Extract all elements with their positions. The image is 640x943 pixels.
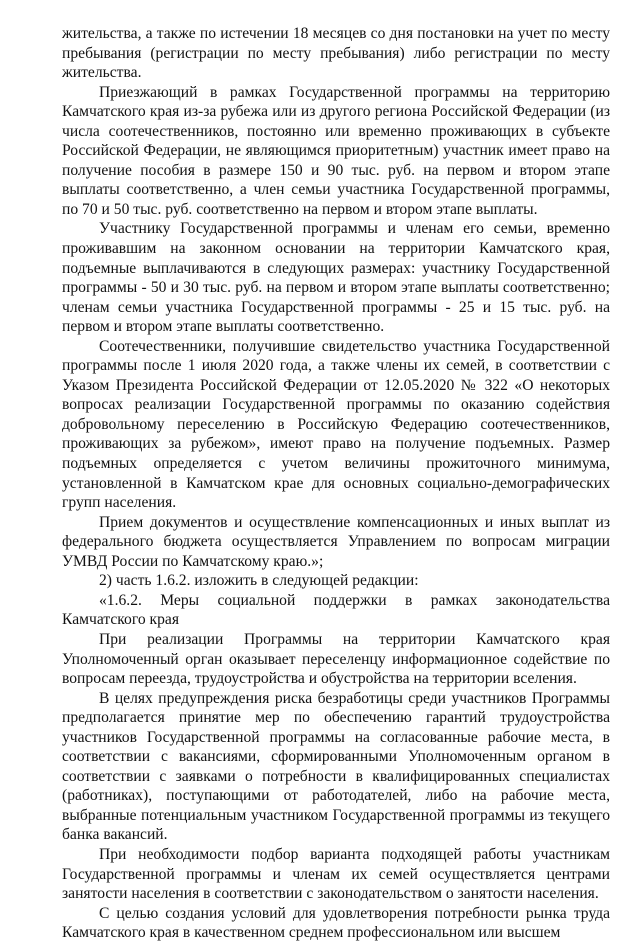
paragraph-part-amendment: 2) часть 1.6.2. изложить в следующей редакции: [99,572,419,590]
paragraph-temporary-residents: Участнику Государственной программы и членам его семьи, временно проживавшим на законном основании на территории Камчатского края, подъемные выплачиваются в следующих размерах: участнику Государственной программы - 50 и 30 тыс. руб. на первом и втором этапе выплаты соответственно; членам семьи участника Государственной программы - 25 и 15 тыс. руб. на первом и втором этапе выплаты соответственно. [62,220,610,336]
paragraph-unemployment-prevention: В целях предупреждения риска безработицы среди участников Программы предполагается принятие мер по обеспечению гарантий трудоустройства участников Государственной программы на согласованные рабочие места, в соответствии с вакансиями, сформированными Уполномоченным органом в соответствии с заявками о потребности в квалифицированных специалистах (работниках), поступающими от работодателей, либо на рабочие места, выбранные потенциальным участником Государственной программы из текущего банка вакансий. [62,689,610,844]
paragraph-arriving-participant: Приезжающий в рамках Государственной программы на территорию Камчатского края из-за рубежа или из другого региона Российской Федерации (из числа соотечественников, постоянно или временно проживающих в субъекте Российской Федерации, не являющимся приоритетным) участник имеет право на получение пособия в размере 150 и 90 тыс. руб. на первом и втором этапе выплаты соответственно, а член семьи участника Государственной программы, по 70 и 50 тыс. руб. соответственно на первом и втором этапе выплаты. [62,83,610,218]
section-heading-1-6-2: «1.6.2. Меры социальной поддержки в рамках законодательства Камчатского края [62,591,610,629]
paragraph-job-matching: При необходимости подбор варианта подходящей работы участникам Государственной программы и членам их семей осуществляется центрами занятости населения в соответствии с законодательством о занятости населения. [62,845,610,903]
document-body [62,24,610,943]
paragraph-information-support: При реализации Программы на территории Камчатского края Уполномоченный орган оказывает переселенцу информационное содействие по вопросам переезда, трудоустройства и обустройства на территории вселения. [62,630,610,688]
paragraph-compensation-payments: Прием документов и осуществление компенсационных и иных выплат из федерального бюджета осуществляется Управлением по вопросам миграции УМВД России по Камчатскому краю.»; [62,513,610,570]
paragraph-residence-end: жительства, а также по истечении 18 месяцев со дня постановки на учет по месту пребывания (регистрации по месту пребывания) либо регистрации по месту жительства. [62,25,610,82]
paragraph-labor-market: С целью создания условий для удовлетворения потребности рынка труда Камчатского края в качественном среднем профессиональном или высшем [62,904,610,942]
paragraph-compatriots-2020: Соотечественники, получившие свидетельство участника Государственной программы после 1 июля 2020 года, а также члены их семей, в соответствии с Указом Президента Российской Федерации от 12.05.2020 № 322 «О некоторых вопросах реализации Государственной программы по оказанию содействия добровольному переселению в Российскую Федерацию соотечественников, проживающих за рубежом», имеют право на получение подъемных. Размер подъемных определяется с учетом величины прожиточного минимума, установленной в Камчатском крае для основных социально-демографических групп населения. [62,337,610,512]
